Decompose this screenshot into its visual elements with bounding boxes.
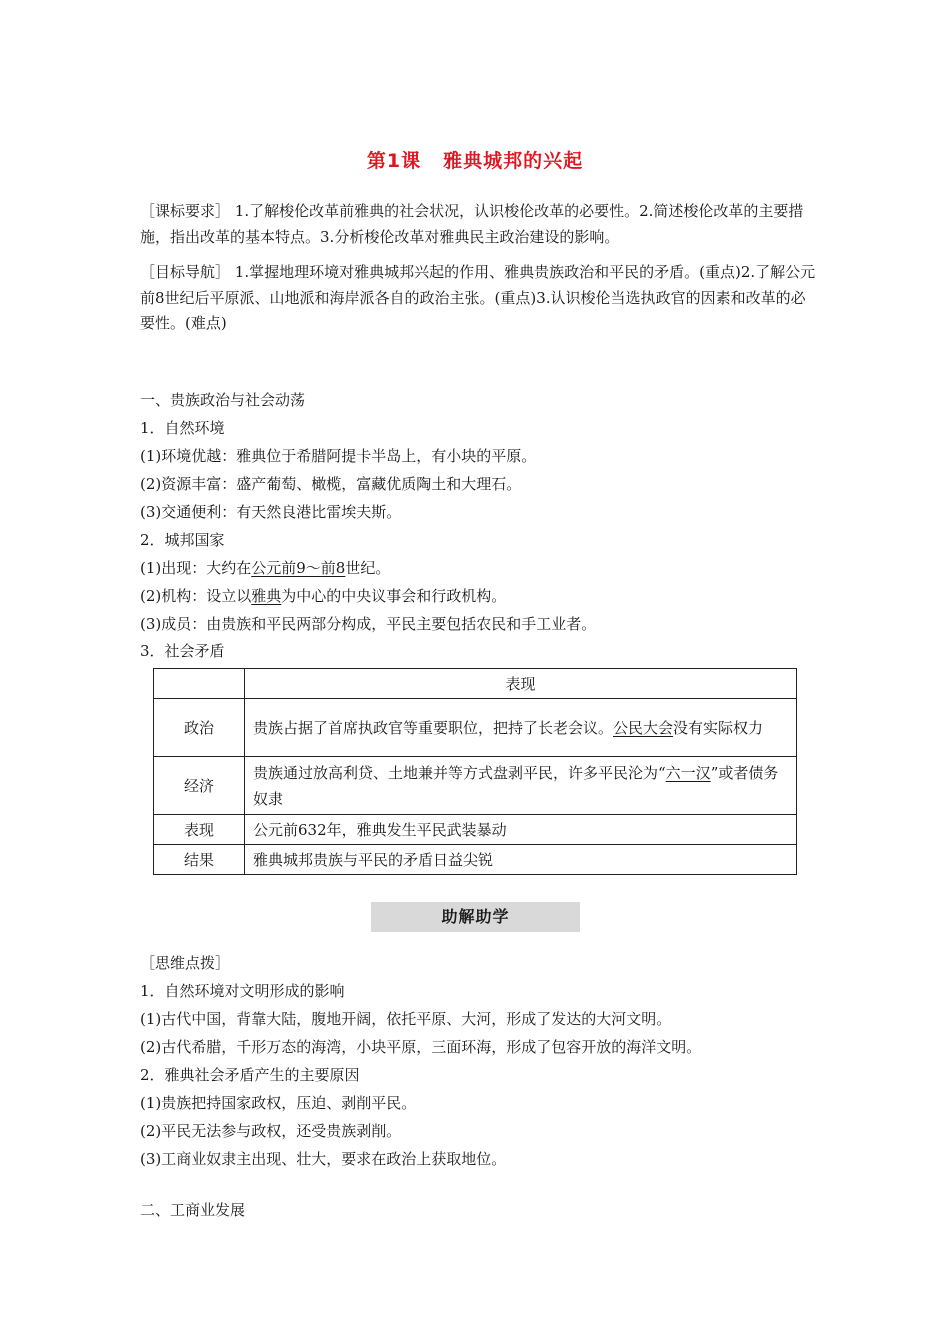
thinking-tip-tag: ［思维点拨］	[140, 954, 231, 972]
row-content: 雅典城邦贵族与平民的矛盾日益尖锐	[245, 845, 797, 875]
list-item: (3)工商业奴隶主出现、壮大，要求在政治上获取地位。	[140, 1150, 507, 1168]
learning-goals	[140, 260, 820, 337]
help-banner: 助解助学	[371, 902, 580, 932]
table-row	[154, 815, 797, 845]
row-label: 政治	[154, 699, 245, 757]
goals-text: 1.掌握地理环境对雅典城邦兴起的作用、雅典贵族政治和平民的矛盾。(重点)2.了解公元前8世纪后平原派、山地派和海岸派各自的政治主张。(重点)3.认识梭伦当选执政官的因素和改革的必要性。(难点)	[140, 263, 816, 332]
text-segment: 为中心的中央议事会和行政机构。	[281, 587, 507, 605]
row-label: 表现	[154, 815, 245, 845]
goals-tag: ［目标导航］	[140, 263, 231, 281]
list-item: (1)古代中国，背靠大陆，腹地开阔，依托平原、大河，形成了发达的大河文明。	[140, 1010, 672, 1028]
table-header-cell: 表现	[245, 669, 797, 699]
social-contradiction-table	[153, 668, 797, 875]
curriculum-tag: ［课标要求］	[140, 202, 231, 220]
row-content	[245, 757, 797, 815]
curriculum-text: 1.了解梭伦改革前雅典的社会状况，认识梭伦改革的必要性。2.简述梭伦改革的主要措施，指出改革的基本特点。3.分析梭伦改革对雅典民主政治建设的影响。	[140, 202, 804, 246]
subsection-title: 1．自然环境	[140, 419, 225, 437]
table-header-cell	[154, 669, 245, 699]
list-item: (1)环境优越：雅典位于希腊阿提卡半岛上，有小块的平原。	[140, 447, 537, 465]
subsection-title: 2．雅典社会矛盾产生的主要原因	[140, 1066, 360, 1084]
lesson-name: 雅典城邦的兴起	[443, 150, 584, 172]
table-header-row	[154, 669, 797, 699]
text-segment: ”或者债务奴隶	[253, 763, 779, 808]
list-item: (2)古代希腊，千形万态的海湾，小块平原，三面环海，形成了包容开放的海洋文明。	[140, 1038, 702, 1056]
text-segment: (2)机构：设立以	[140, 587, 252, 605]
lesson-title	[0, 146, 950, 173]
text-segment: 贵族通过放高利贷、土地兼并等方式盘剥平民，许多平民沦为“	[253, 763, 666, 782]
text-segment: 贵族占据了首席执政官等重要职位，把持了长老会议。	[253, 718, 614, 737]
section-heading: 一、贵族政治与社会动荡	[140, 391, 306, 409]
row-label: 结果	[154, 845, 245, 875]
list-item: (1)贵族把持国家政权，压迫、剥削平民。	[140, 1094, 417, 1112]
table-row	[154, 699, 797, 757]
row-content: 公元前632年，雅典发生平民武装暴动	[245, 815, 797, 845]
table-row	[154, 845, 797, 875]
list-item: (2)资源丰富：盛产葡萄、橄榄，富藏优质陶土和大理石。	[140, 475, 522, 493]
row-content	[245, 699, 797, 757]
curriculum-requirements	[140, 199, 820, 250]
list-item	[140, 586, 506, 606]
list-item	[140, 558, 390, 578]
key-term: 公民大会	[613, 718, 674, 737]
section-heading: 二、工商业发展	[140, 1201, 246, 1219]
key-term: 雅典	[251, 587, 282, 605]
list-item: (3)交通便利：有天然良港比雷埃夫斯。	[140, 503, 402, 521]
subsection-title: 2．城邦国家	[140, 531, 225, 549]
table-row	[154, 757, 797, 815]
subsection-title: 1．自然环境对文明形成的影响	[140, 982, 345, 1000]
text-segment: 世纪。	[345, 559, 391, 577]
row-label: 经济	[154, 757, 245, 815]
subsection-title: 3．社会矛盾	[140, 642, 225, 660]
key-term: 公元前9～前8	[251, 559, 346, 577]
list-item: (3)成员：由贵族和平民两部分构成，平民主要包括农民和手工业者。	[140, 615, 597, 633]
text-segment: (1)出现：大约在	[140, 559, 252, 577]
key-term: 六一汉	[665, 763, 711, 782]
text-segment: 没有实际权力	[673, 718, 764, 737]
list-item: (2)平民无法参与政权，还受贵族剥削。	[140, 1122, 402, 1140]
lesson-number: 第1课	[366, 150, 422, 172]
